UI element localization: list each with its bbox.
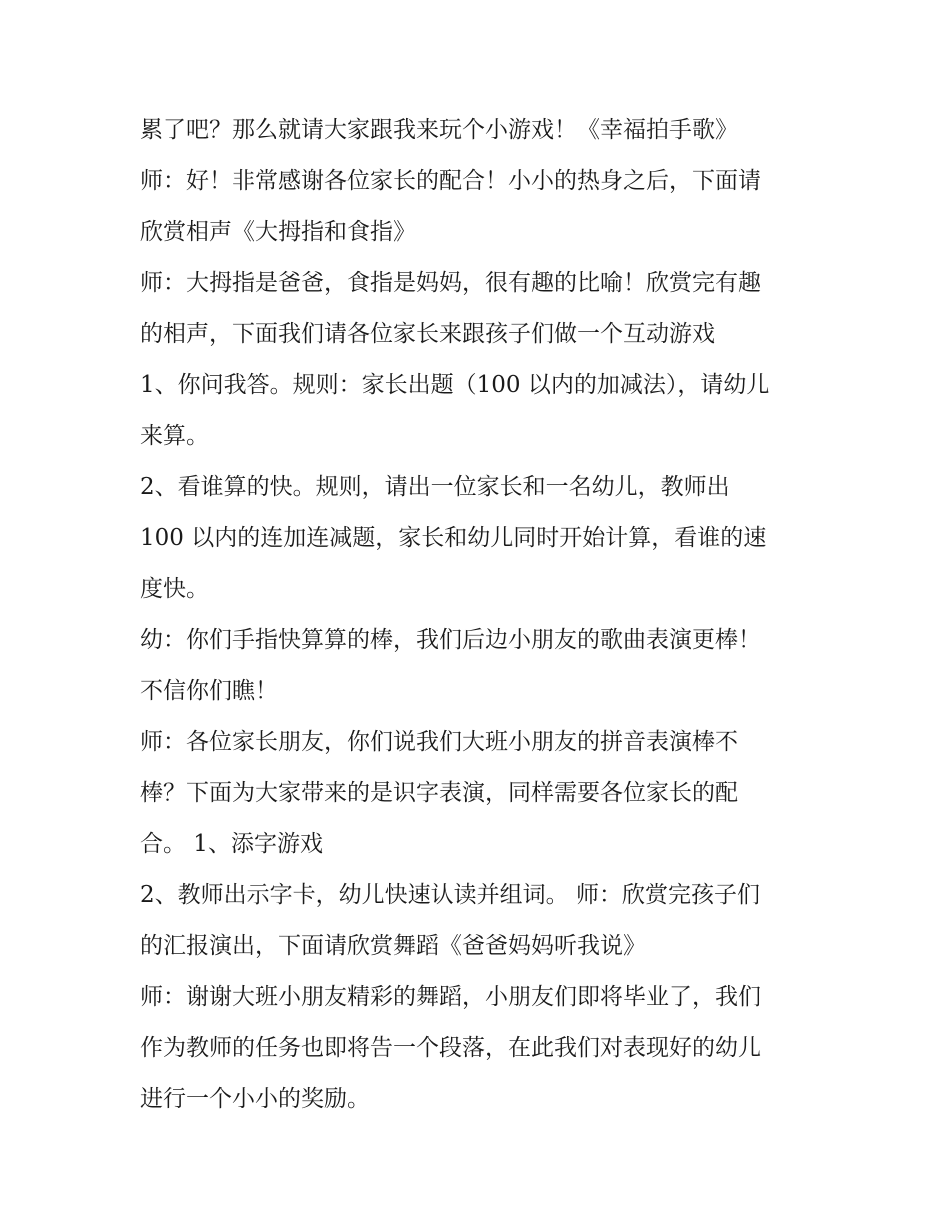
text-line: 2、看谁算的快。规则，请出一位家长和一名幼儿，教师出: [140, 474, 730, 500]
text-line: 来算。: [140, 423, 209, 449]
text-line: 幼：你们手指快算算的棒，我们后边小朋友的歌曲表演更棒！: [140, 627, 761, 653]
text-line: 师：谢谢大班小朋友精彩的舞蹈，小朋友们即将毕业了，我们: [140, 984, 761, 1010]
text-line: 进行一个小小的奖励。: [140, 1086, 370, 1112]
text-line: 100 以内的连加连减题，家长和幼儿同时开始计算，看谁的速: [140, 525, 767, 551]
text-line: 师：大拇指是爸爸，食指是妈妈，很有趣的比喻！欣赏完有趣: [140, 270, 761, 296]
text-line: 作为教师的任务也即将告一个段落，在此我们对表现好的幼儿: [140, 1035, 761, 1061]
text-line: 合。 1、添字游戏: [140, 831, 323, 857]
body-text: [140, 105, 830, 1125]
text-line: 师：好！非常感谢各位家长的配合！小小的热身之后，下面请: [140, 168, 761, 194]
text-line: 累了吧？那么就请大家跟我来玩个小游戏！《幸福拍手歌》: [140, 117, 738, 143]
text-line: 师：各位家长朋友，你们说我们大班小朋友的拼音表演棒不: [140, 729, 738, 755]
text-line: 度快。: [140, 576, 209, 602]
text-line: 的汇报演出，下面请欣赏舞蹈《爸爸妈妈听我说》: [140, 933, 646, 959]
text-line: 的相声，下面我们请各位家长来跟孩子们做一个互动游戏: [140, 321, 715, 347]
text-line: 2、教师出示字卡，幼儿快速认读并组词。 师：欣赏完孩子们: [140, 882, 760, 908]
text-line: 1、你问我答。规则：家长出题（100 以内的加减法），请幼儿: [140, 372, 770, 398]
text-line: 欣赏相声《大拇指和食指》: [140, 219, 416, 245]
text-line: 不信你们瞧！: [140, 678, 278, 704]
text-line: 棒？下面为大家带来的是识字表演，同样需要各位家长的配: [140, 780, 738, 806]
